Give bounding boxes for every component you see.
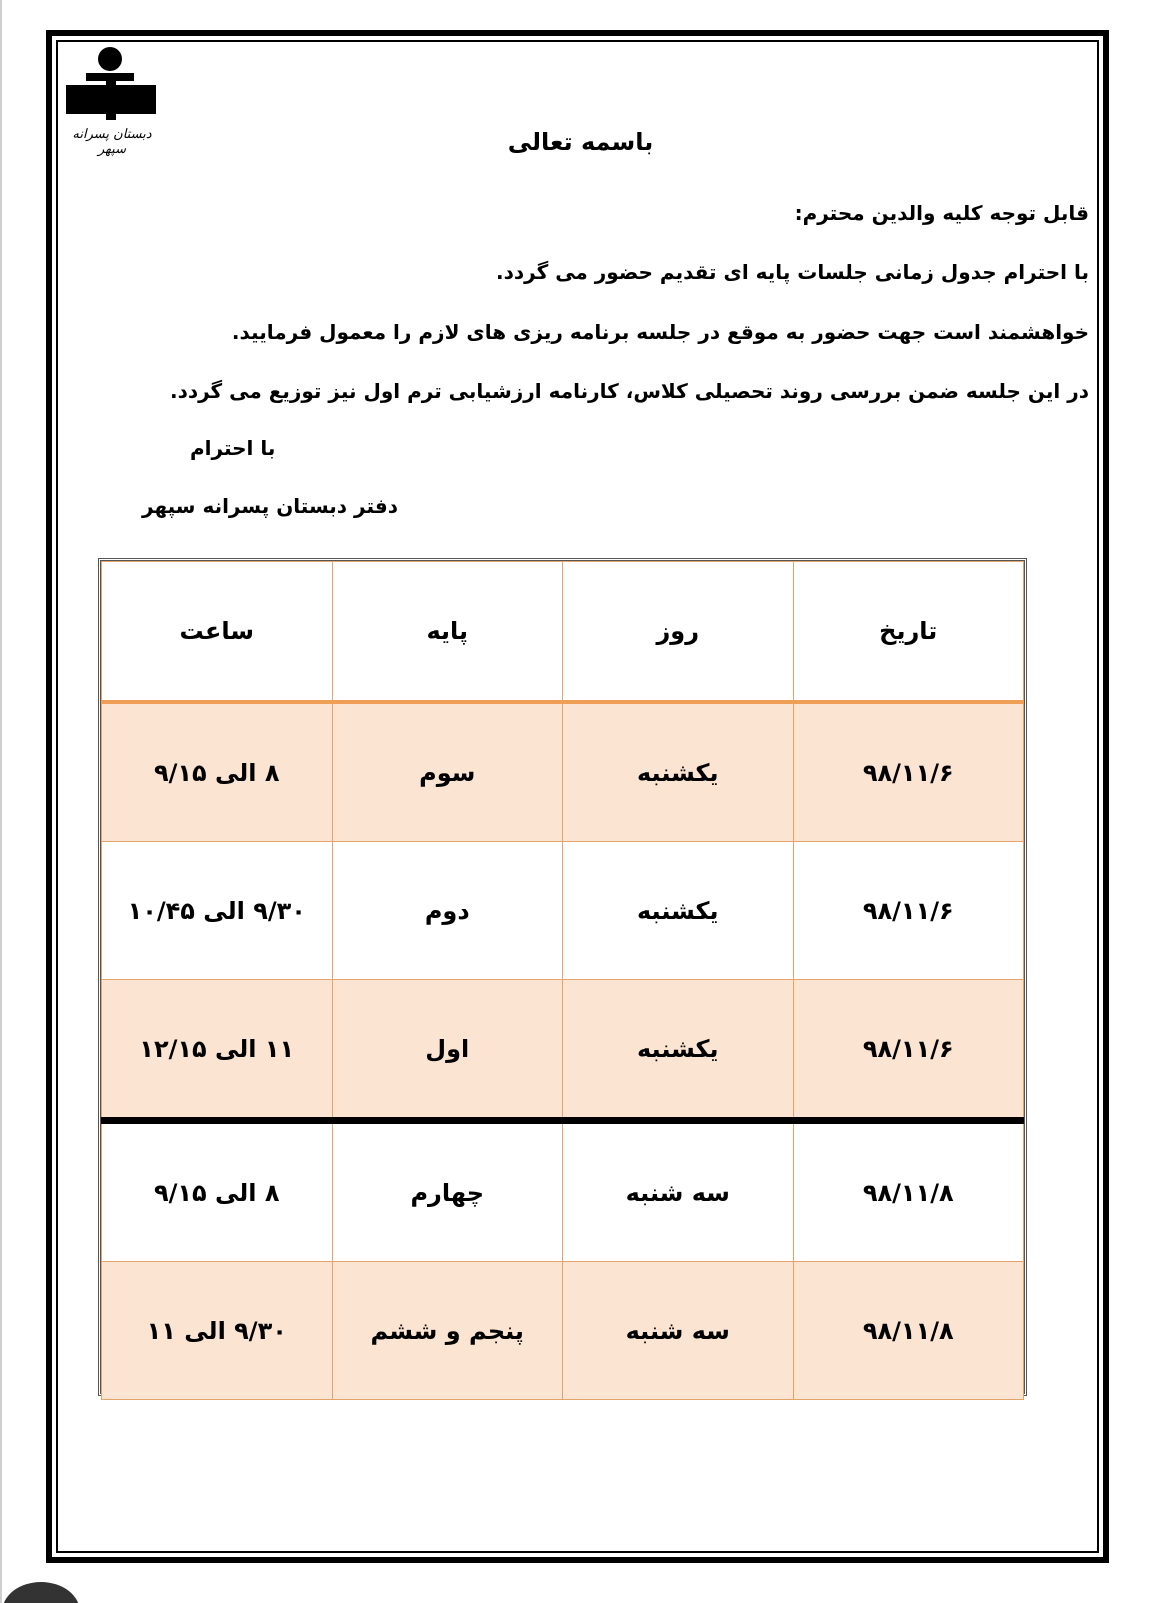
cell-date: ۹۸/۱۱/۸ [793, 1262, 1024, 1400]
cell-time: ۹/۳۰ الی ۱۱ [102, 1262, 333, 1400]
page-title: باسمه تعالی [507, 128, 654, 156]
cell-date: ۹۸/۱۱/۶ [793, 702, 1024, 842]
schedule-table-frame [98, 558, 1027, 1396]
office-signature: دفتر دبستان پسرانه سپهر [142, 494, 398, 518]
cell-grade: سوم [332, 702, 563, 842]
cell-day: یکشنبه [563, 842, 794, 980]
cell-grade: دوم [332, 842, 563, 980]
table-row [102, 980, 1024, 1121]
page-edge [0, 0, 2, 1603]
logo-caption: دبستان پسرانه سپهر [72, 127, 152, 157]
cell-date: ۹۸/۱۱/۶ [793, 842, 1024, 980]
cell-date: ۹۸/۱۱/۸ [793, 1121, 1024, 1262]
cell-day: یکشنبه [563, 702, 794, 842]
table-row [102, 842, 1024, 980]
header-time: ساعت [102, 562, 333, 703]
body-line-1: با احترام جدول زمانی جلسات پایه ای تقدیم حضور می گردد. [496, 260, 1089, 284]
cell-day: یکشنبه [563, 980, 794, 1121]
cell-day: سه شنبه [563, 1262, 794, 1400]
table-row [102, 1121, 1024, 1262]
schedule-table [101, 561, 1024, 1400]
header-day: روز [563, 562, 794, 703]
cell-grade: اول [332, 980, 563, 1121]
cell-day: سه شنبه [563, 1121, 794, 1262]
body-line-2: خواهشمند است جهت حضور به موقع در جلسه برنامه ریزی های لازم را معمول فرمایید. [231, 320, 1089, 344]
cell-time: ۸ الی ۹/۱۵ [102, 702, 333, 842]
cell-time: ۱۱ الی ۱۲/۱۵ [102, 980, 333, 1121]
header-date: تاریخ [793, 562, 1024, 703]
table-row [102, 1262, 1024, 1400]
body-line-3: در این جلسه ضمن بررسی روند تحصیلی کلاس، کارنامه ارزشیابی ترم اول نیز توزیع می گردد. [169, 379, 1089, 403]
cell-time: ۸ الی ۹/۱۵ [102, 1121, 333, 1262]
floating-button[interactable] [2, 1582, 80, 1603]
cell-grade: چهارم [332, 1121, 563, 1262]
table-row [102, 702, 1024, 842]
cell-grade: پنجم و ششم [332, 1262, 563, 1400]
cell-time: ۹/۳۰ الی ۱۰/۴۵ [102, 842, 333, 980]
table-header-row [102, 562, 1024, 703]
cell-date: ۹۸/۱۱/۶ [793, 980, 1024, 1121]
closing-text: با احترام [190, 436, 276, 460]
header-grade: پایه [332, 562, 563, 703]
salutation-text: قابل توجه کلیه والدین محترم: [794, 201, 1089, 225]
